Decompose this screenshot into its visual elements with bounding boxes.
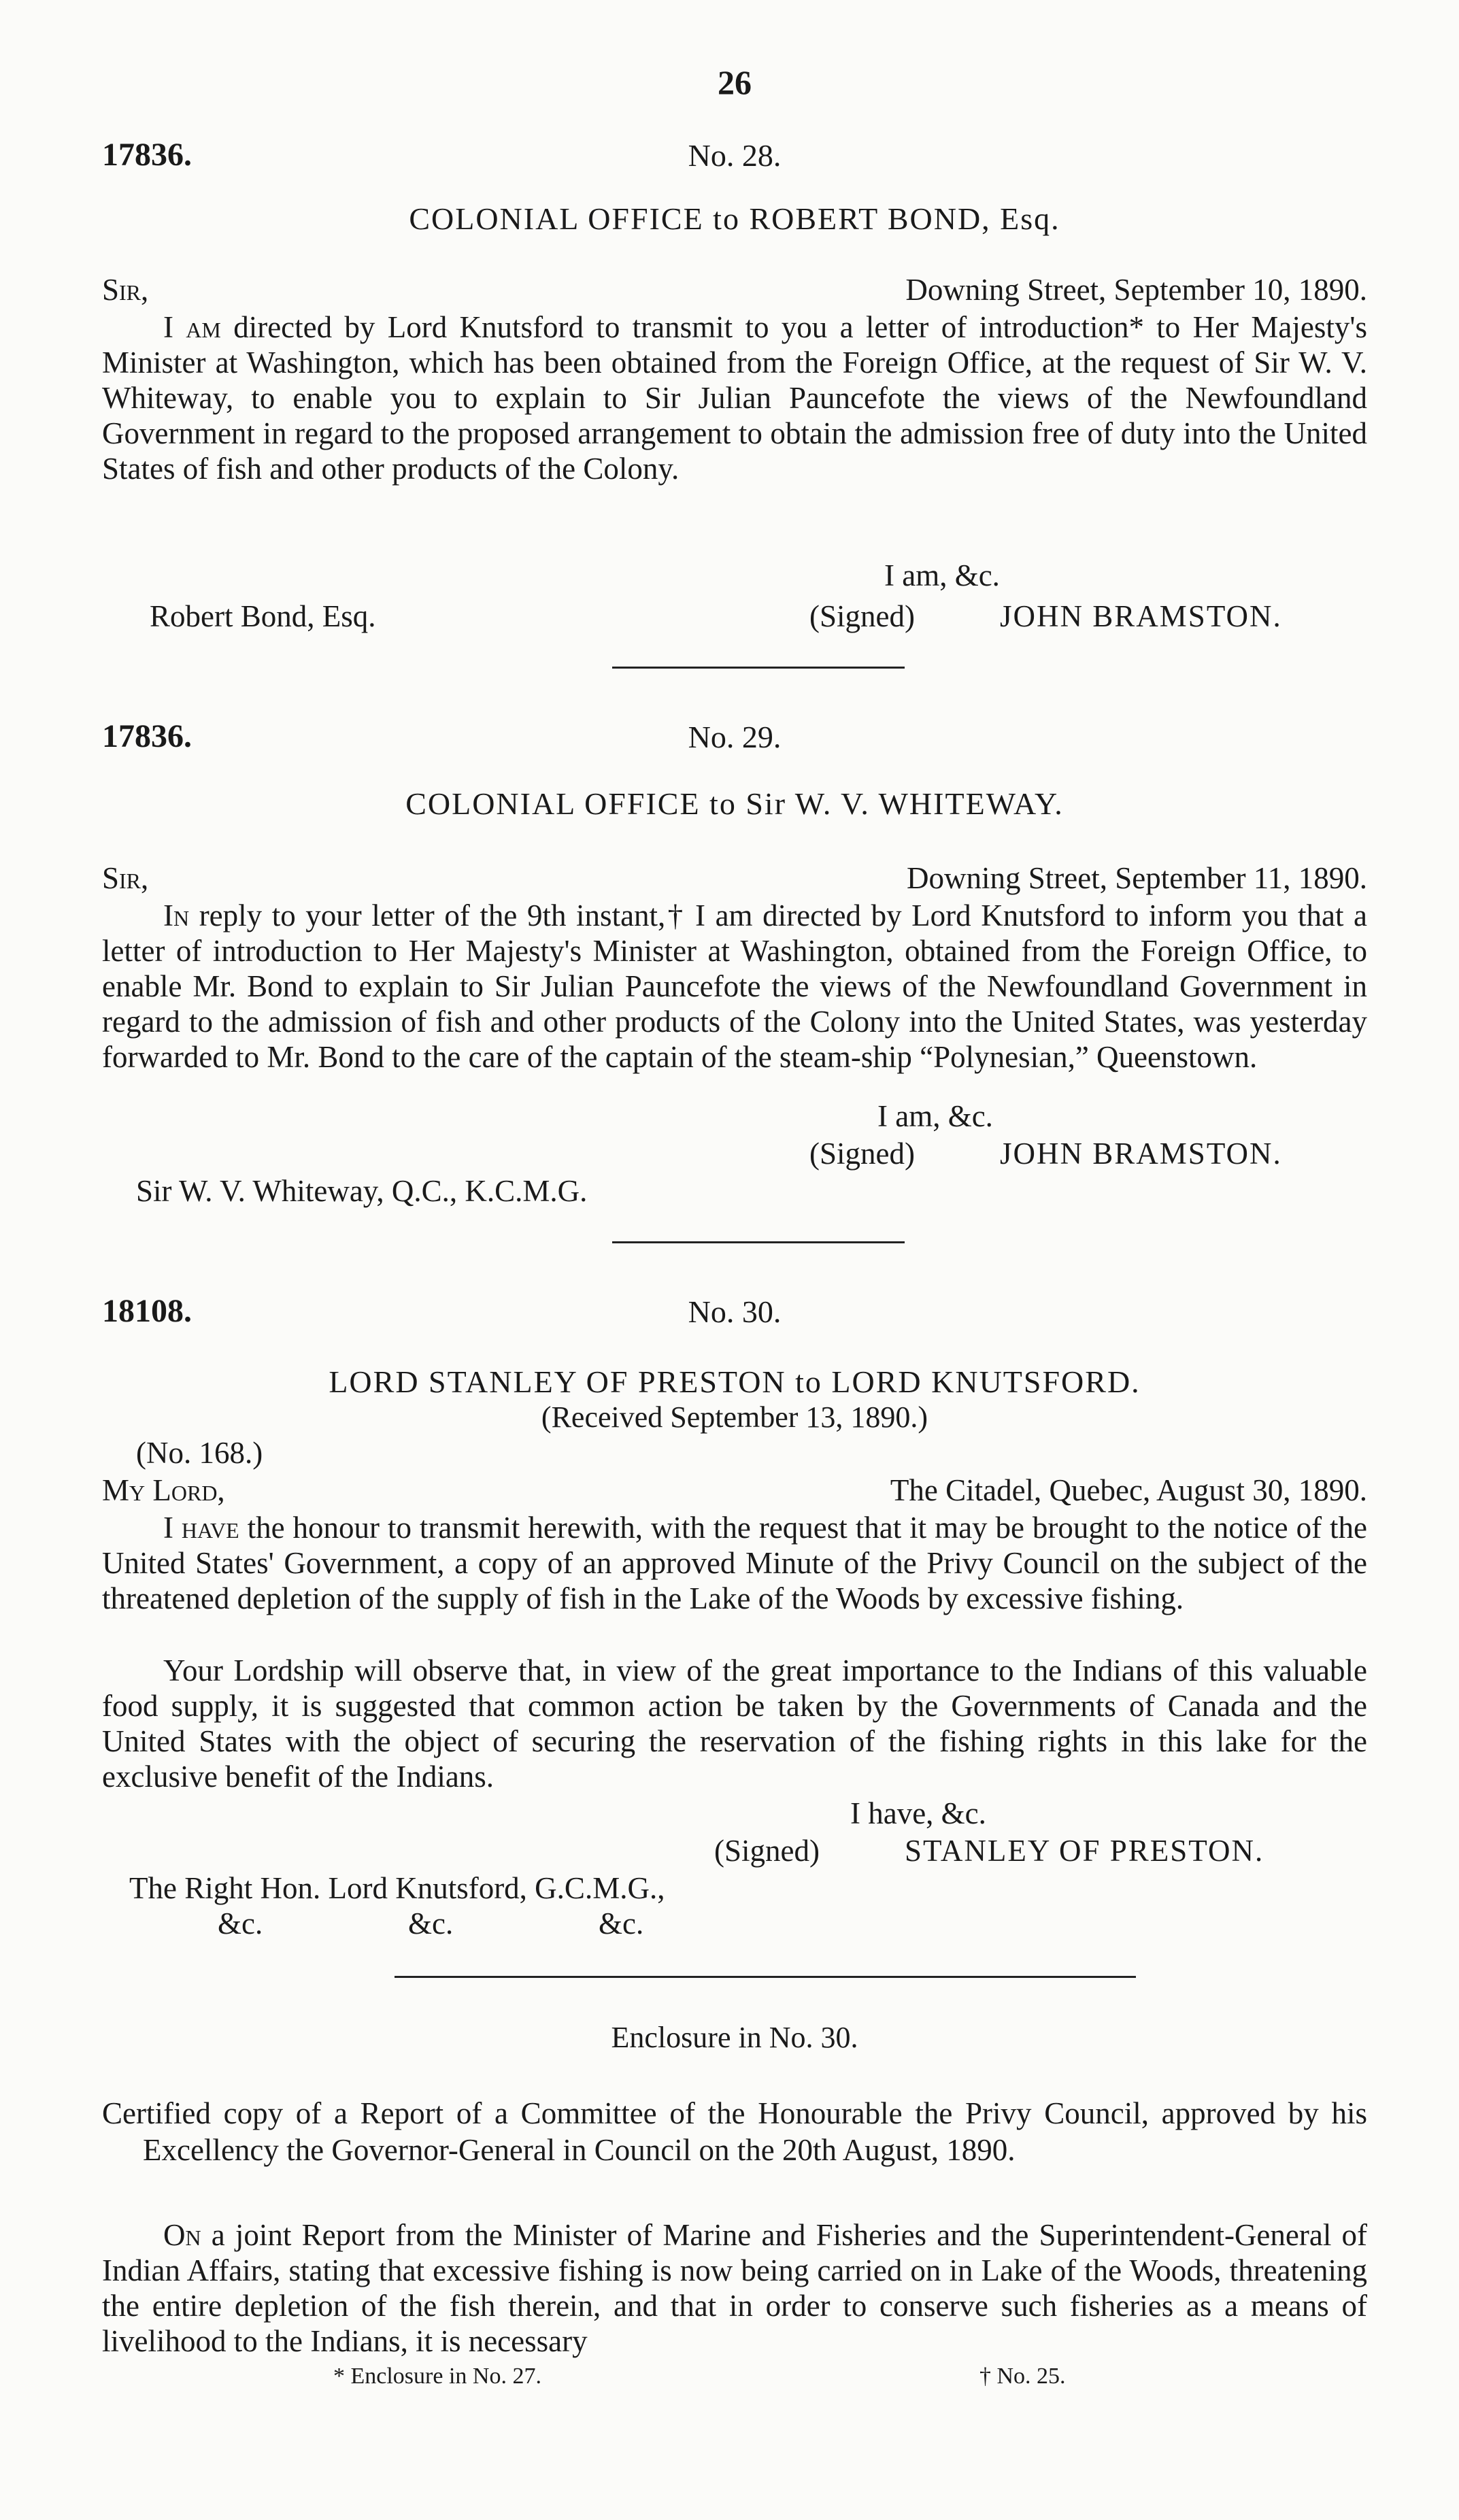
letter-number-1: No. 28. [688, 138, 782, 173]
salutation-2: Sir, [102, 861, 149, 895]
addressee-2: Sir W. V. Whiteway, Q.C., K.C.M.G. [136, 1174, 588, 1208]
page-number: 26 [718, 63, 752, 101]
letter-body-1 [102, 309, 1367, 486]
etc-1: &c. [218, 1906, 263, 1941]
divider-2 [612, 1241, 905, 1243]
enclosure-lead: On [163, 2218, 201, 2252]
divider-1 [612, 667, 905, 669]
etc-3: &c. [599, 1906, 644, 1941]
signatory-3: STANLEY OF PRESTON. [905, 1834, 1264, 1868]
letter-heading-3: LORD STANLEY OF PRESTON to LORD KNUTSFORD. [329, 1364, 1141, 1399]
closing-3: I have, &c. [850, 1796, 986, 1830]
lead-1: I am [163, 310, 221, 344]
body-text-2: reply to your letter of the 9th instant,† I am directed by Lord Knutsford to inform you that a letter of introduction to Her Majesty's Minister at Washington, obtained from the Foreign Office, to enable Mr. Bond to explain to Sir Julian Pauncefote the views of the Newfoundland Government in regard to the admission of fish and other products of the Colony into the United States, was yesterday forwarded to Mr. Bond to the care of the captain of the steam-ship “Polynesian,” Queenstown. [102, 898, 1367, 1074]
doc-number-1: 17836. [102, 137, 192, 173]
place-date-2: Downing Street, September 11, 1890. [907, 861, 1367, 895]
etc-2: &c. [408, 1906, 454, 1941]
lead-3: I have [163, 1511, 239, 1545]
signatory-1: JOHN BRAMSTON. [1000, 599, 1282, 633]
place-date-3: The Citadel, Quebec, August 30, 1890. [890, 1473, 1367, 1507]
letter-body-3b: Your Lordship will observe that, in view of the great importance to the Indians of this valuable food supply, it is suggested that common action be taken by the Governments of Canada and the United States with the object of securing the reservation of the fishing rights in this lake for the exclusive benefit of the Indians. [102, 1653, 1367, 1794]
letter-body-2 [102, 898, 1367, 1075]
footnote-right: † No. 25. [979, 2364, 1066, 2389]
letter-number-2: No. 29. [688, 720, 782, 754]
addressee-3: The Right Hon. Lord Knutsford, G.C.M.G., [129, 1871, 665, 1905]
closing-1: I am, &c. [884, 558, 1000, 592]
divider-3 [395, 1976, 1136, 1978]
enclosure-title: Enclosure in No. 30. [611, 2021, 858, 2054]
letter-heading-2: COLONIAL OFFICE to Sir W. V. WHITEWAY. [405, 786, 1064, 821]
place-date-1: Downing Street, September 10, 1890. [905, 273, 1367, 307]
letter-body-3 [102, 1510, 1367, 1616]
received-date-3: (Received September 13, 1890.) [541, 1400, 928, 1434]
body-text-3: the honour to transmit herewith, with the request that it may be brought to the notice of the United States' Government, a copy of an approved Minute of the Privy Council on the subject of the threatened depletion of the supply of fish in the Lake of the Woods by excessive fishing. [102, 1511, 1367, 1615]
enclosure-body-text: a joint Report from the Minister of Marine and Fisheries and the Superintendent-General of Indian Affairs, stating that excessive fishing is now being carried on in Lake of the Woods, threatening the entire depletion of the fish therein, and that in order to conserve such fisheries as a means of livelihood to the Indians, it is necessary [102, 2218, 1367, 2358]
doc-number-2: 17836. [102, 718, 192, 754]
signed-3: (Signed) [714, 1834, 820, 1868]
document-page [102, 54, 1367, 2476]
signatory-2: JOHN BRAMSTON. [1000, 1137, 1282, 1171]
footnote-left: * Enclosure in No. 27. [333, 2364, 541, 2389]
signed-1: (Signed) [809, 599, 915, 633]
signed-2: (Signed) [809, 1137, 915, 1171]
letter-heading-1: COLONIAL OFFICE to ROBERT BOND, Esq. [409, 201, 1060, 236]
salutation-3: My Lord, [102, 1473, 225, 1507]
enclosure-certified: Certified copy of a Report of a Committee of the Honourable the Privy Council, approved by his Excellency the Governor-General in Council on the 20th August, 1890. [102, 2096, 1367, 2167]
reference-3: (No. 168.) [136, 1436, 263, 1470]
lead-2: In [163, 898, 190, 933]
enclosure-body [102, 2217, 1367, 2359]
salutation-1: Sir, [102, 273, 149, 307]
addressee-1: Robert Bond, Esq. [150, 599, 376, 633]
letter-number-3: No. 30. [688, 1294, 782, 1329]
body-text-1: directed by Lord Knutsford to transmit to you a letter of introduction* to Her Majesty's Minister at Washington, which has been obtained from the Foreign Office, at the request of Sir W. V. Whiteway, to enable you to explain to Sir Julian Pauncefote the views of the Newfoundland Government in regard to the proposed arrangement to obtain the admission free of duty into the United States of fish and other products of the Colony. [102, 310, 1367, 486]
doc-number-3: 18108. [102, 1293, 192, 1329]
closing-2: I am, &c. [877, 1099, 993, 1133]
